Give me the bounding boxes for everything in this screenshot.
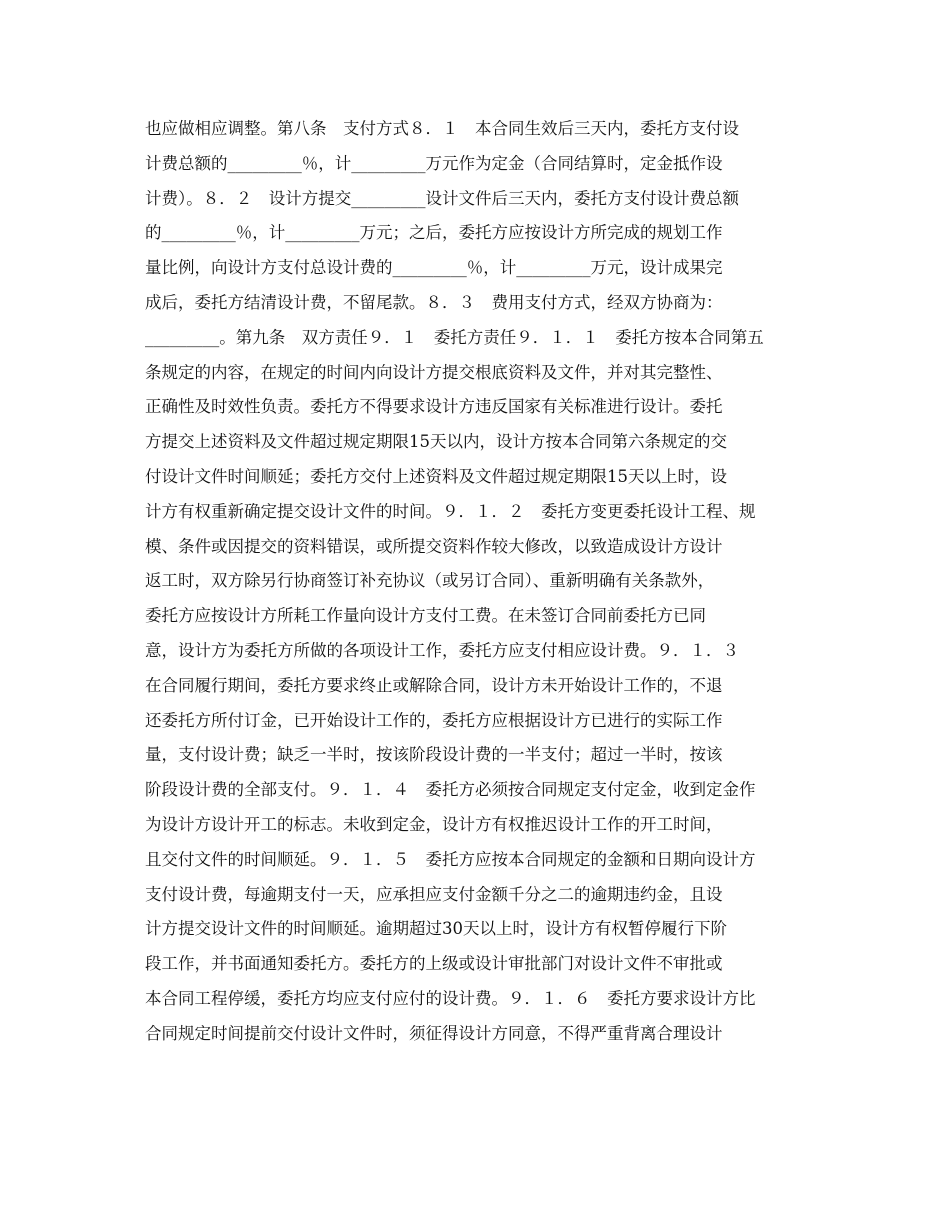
text-line: 返工时，双方除另行协商签订补充协议（或另订合同）、重新明确有关条款外， bbox=[145, 571, 715, 591]
text-line: 方提交上述资料及文件超过规定期限15天以内，设计方按本合同第六条规定的交 bbox=[145, 432, 727, 452]
text-line: 意，设计方为委托方所做的各项设计工作，委托方应支付相应设计费。９．１．３ bbox=[145, 640, 739, 660]
text-line: 为设计方设计开工的标志。未收到定金，设计方有权推迟设计工作的开工时间， bbox=[145, 814, 723, 834]
text-line: 阶段设计费的全部支付。９．１．４ 委托方必须按合同规定支付定金，收到定金作 bbox=[145, 780, 756, 800]
text-line: 计费总额的_________％，计_________万元作为定金（合同结算时，定金抵作设 bbox=[145, 153, 723, 173]
text-line: 正确性及时效性负责。委托方不得要求设计方违反国家有关标准进行设计。委托 bbox=[145, 397, 723, 417]
text-line: 计方提交设计文件的时间顺延。逾期超过30天以上时，设计方有权暂停履行下阶 bbox=[145, 919, 727, 939]
text-line: 的_________％，计_________万元；之后，委托方应按设计方所完成的规划工作 bbox=[145, 223, 723, 243]
text-line: 成后，委托方结清设计费，不留尾款。８．３ 费用支付方式，经双方协商为： bbox=[145, 292, 723, 312]
text-line: 合同规定时间提前交付设计文件时，须征得设计方同意，不得严重背离合理设计 bbox=[145, 1023, 723, 1043]
text-line: 本合同工程停缓，委托方均应支付应付的设计费。９．１．６ 委托方要求设计方比 bbox=[145, 988, 756, 1008]
text-line: _________。第九条 双方责任９．１ 委托方责任９．１．１ 委托方按本合同第五 bbox=[145, 327, 764, 347]
text-line: 且交付文件的时间顺延。９．１．５ 委托方应按本合同规定的金额和日期向设计方 bbox=[145, 849, 756, 869]
text-line: 还委托方所付订金，已开始设计工作的，委托方应根据设计方已进行的实际工作 bbox=[145, 710, 723, 730]
text-line: 模、条件或因提交的资料错误，或所提交资料作较大修改，以致造成设计方设计 bbox=[145, 536, 723, 556]
text-line: 支付设计费，每逾期支付一天，应承担应支付金额千分之二的逾期违约金，且设 bbox=[145, 884, 723, 904]
text-line: 计方有权重新确定提交设计文件的时间。９．１．２ 委托方变更委托设计工程、规 bbox=[145, 501, 756, 521]
text-line: 条规定的内容，在规定的时间内向设计方提交根底资料及文件，并对其完整性、 bbox=[145, 362, 723, 382]
text-line: 委托方应按设计方所耗工作量向设计方支付工费。在未签订合同前委托方已同 bbox=[145, 606, 706, 626]
text-line: 计费）。８．２ 设计方提交_________设计文件后三天内，委托方支付设计费总额 bbox=[145, 188, 739, 208]
text-line: 也应做相应调整。第八条 支付方式８．１ 本合同生效后三天内，委托方支付设 bbox=[145, 119, 739, 138]
text-line: 量，支付设计费；缺乏一半时，按该阶段设计费的一半支付；超过一半时，按该 bbox=[145, 745, 723, 765]
text-line: 付设计文件时间顺延；委托方交付上述资料及文件超过规定期限15天以上时，设 bbox=[145, 466, 727, 486]
text-line: 在合同履行期间，委托方要求终止或解除合同，设计方未开始设计工作的，不退 bbox=[145, 675, 723, 695]
text-line: 段工作，并书面通知委托方。委托方的上级或设计审批部门对设计文件不审批或 bbox=[145, 954, 723, 974]
text-line: 量比例，向设计方支付总设计费的_________％，计_________万元，设计成果完 bbox=[145, 258, 723, 278]
contract-body-text bbox=[145, 112, 813, 1052]
